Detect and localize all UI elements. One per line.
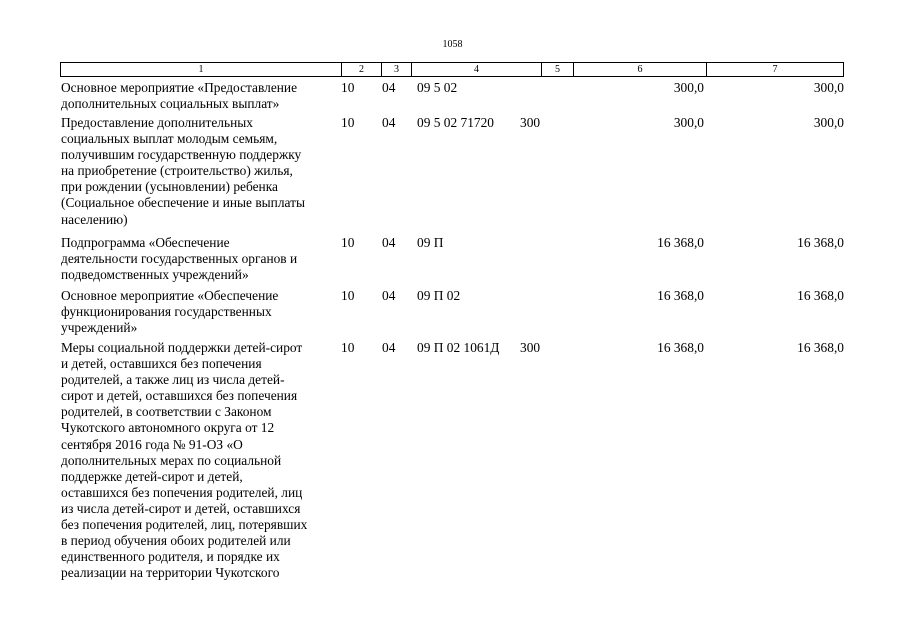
row-amount-2: 300,0: [813, 115, 844, 130]
row-amount-1: 16 368,0: [657, 340, 704, 355]
row-name: Меры социальной поддержки детей-сирот и детей, оставшихся без попечения родителей, а также лиц из числа детей- сирот и детей, оставшихся без попечения родителей, в соответствии с Законом Чукотского автономного округа от 12 сентября 2016 года № 91-ОЗ «О дополнительных мерах по социальной поддержке детей-сирот и детей, оставшихся без попечения родителей, лиц из числа детей-сирот и детей, оставшихся без попечения родителей, лиц, потерявших в период обучения обоих родителей или единственного родителя, и порядке их реализации на территории Чукотского: [61, 340, 308, 581]
row-section: 10: [341, 235, 355, 250]
row-target-code: 09 5 02 71720: [417, 115, 494, 130]
header-col-1: 1: [198, 64, 204, 75]
header-col-5: 5: [541, 63, 573, 76]
row-amount-2: 16 368,0: [797, 235, 844, 250]
row-section: 10: [341, 80, 355, 95]
row-amount-1: 16 368,0: [657, 235, 704, 250]
header-col-6: 6: [573, 63, 706, 76]
row-amount-1: 300,0: [673, 80, 704, 95]
row-amount-2: 300,0: [813, 80, 844, 95]
row-subsection: 04: [382, 288, 396, 303]
row-subsection: 04: [382, 80, 396, 95]
header-col-2: 2: [341, 63, 381, 76]
row-name: Подпрограмма «Обеспечение деятельности государственных органов и подведомственных учреждений»: [61, 235, 298, 283]
row-name: Предоставление дополнительных социальных выплат молодым семьям, получившим государственную поддержку на приобретение (строительство) жилья, при рождении (усыновлении) ребенка (Социальное обеспечение и иные выплаты населению): [61, 115, 305, 227]
row-subsection: 04: [382, 115, 396, 130]
row-section: 10: [341, 115, 355, 130]
row-target-code: 09 П 02 1061Д: [417, 340, 500, 355]
row-target-code: 09 П 02: [417, 288, 461, 303]
header-col-3: 3: [381, 63, 411, 76]
page-number: 1058: [442, 39, 463, 50]
row-amount-2: 16 368,0: [797, 340, 844, 355]
row-amount-1: 16 368,0: [657, 288, 704, 303]
row-name: Основное мероприятие «Предоставление дополнительных социальных выплат»: [61, 80, 298, 112]
header-col-7: 7: [706, 63, 843, 76]
header-col-4: 4: [411, 63, 541, 76]
row-section: 10: [341, 340, 355, 355]
row-target-code: 09 5 02: [417, 80, 458, 95]
table-header: [60, 62, 844, 77]
row-target-code: 09 П: [417, 235, 444, 250]
row-amount-1: 300,0: [673, 115, 704, 130]
row-subsection: 04: [382, 235, 396, 250]
row-expense-type: 300: [520, 340, 541, 355]
row-expense-type: 300: [520, 115, 541, 130]
row-amount-2: 16 368,0: [797, 288, 844, 303]
row-name: Основное мероприятие «Обеспечение функционирования государственных учреждений»: [61, 288, 279, 336]
row-section: 10: [341, 288, 355, 303]
row-subsection: 04: [382, 340, 396, 355]
